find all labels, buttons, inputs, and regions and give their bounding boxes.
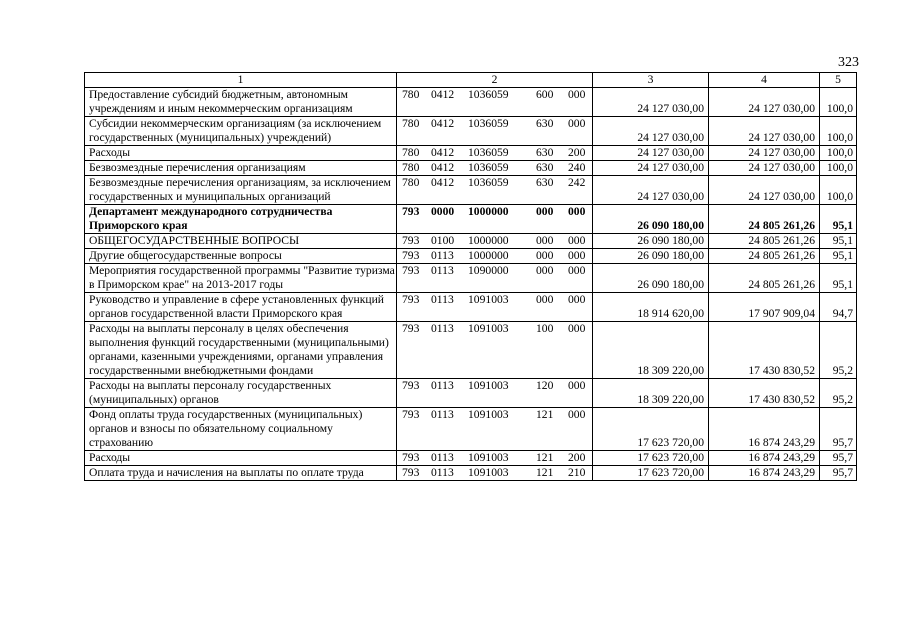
execution-percent: 95,7	[820, 408, 857, 451]
execution-percent: 95,1	[820, 249, 857, 264]
kosgu-code: 200	[568, 451, 586, 464]
ministry-code: 780	[402, 88, 420, 101]
execution-percent: 100,0	[820, 161, 857, 176]
row-codes	[397, 379, 593, 408]
table-row	[85, 264, 857, 293]
section-code: 0100	[431, 234, 455, 247]
kosgu-code: 200	[568, 146, 586, 159]
header-col-3: 3	[593, 73, 709, 88]
row-codes	[397, 146, 593, 161]
row-name: Департамент международного сотрудничества Приморского края	[85, 205, 397, 234]
ministry-code: 793	[402, 249, 420, 262]
row-name: Оплата труда и начисления на выплаты по оплате труда	[85, 466, 397, 481]
section-code: 0113	[431, 264, 454, 277]
expense-type-code: 000	[536, 249, 554, 262]
executed-amount: 24 127 030,00	[709, 88, 820, 117]
executed-amount: 17 430 830,52	[709, 322, 820, 379]
section-code: 0412	[431, 117, 455, 130]
section-code: 0113	[431, 451, 454, 464]
section-code: 0113	[431, 379, 454, 392]
table-row	[85, 146, 857, 161]
row-name: Мероприятия государственной программы "Развитие туризма в Приморском крае" на 2013-2017 годы	[85, 264, 397, 293]
planned-amount: 18 309 220,00	[593, 322, 709, 379]
kosgu-code: 000	[568, 293, 586, 306]
row-name: Расходы на выплаты персоналу в целях обеспечения выполнения функций государственными (муниципальными) органами, казенными учреждениями, органами управления государственными внебюджетными фондами	[85, 322, 397, 379]
table-row	[85, 205, 857, 234]
executed-amount: 24 805 261,26	[709, 264, 820, 293]
row-name: Расходы на выплаты персоналу государственных (муниципальных) органов	[85, 379, 397, 408]
executed-amount: 24 127 030,00	[709, 146, 820, 161]
executed-amount: 24 805 261,26	[709, 249, 820, 264]
execution-percent: 100,0	[820, 117, 857, 146]
expense-type-code: 000	[536, 205, 554, 218]
table-row	[85, 161, 857, 176]
section-code: 0412	[431, 146, 455, 159]
target-code: 1091003	[468, 466, 509, 479]
ministry-code: 793	[402, 264, 420, 277]
row-name: Руководство и управление в сфере установленных функций органов государственной власти Приморского края	[85, 293, 397, 322]
ministry-code: 780	[402, 161, 420, 174]
section-code: 0000	[431, 205, 455, 218]
ministry-code: 793	[402, 293, 420, 306]
target-code: 1036059	[468, 161, 509, 174]
row-name: Безвозмездные перечисления организациям	[85, 161, 397, 176]
row-codes	[397, 322, 593, 379]
ministry-code: 793	[402, 322, 420, 335]
row-codes	[397, 161, 593, 176]
target-code: 1091003	[468, 408, 509, 421]
executed-amount: 16 874 243,29	[709, 466, 820, 481]
expense-type-code: 000	[536, 293, 554, 306]
section-code: 0412	[431, 176, 455, 189]
executed-amount: 16 874 243,29	[709, 408, 820, 451]
target-code: 1000000	[468, 205, 509, 218]
ministry-code: 793	[402, 379, 420, 392]
row-name: Расходы	[85, 451, 397, 466]
planned-amount: 26 090 180,00	[593, 249, 709, 264]
ministry-code: 780	[402, 117, 420, 130]
row-codes	[397, 234, 593, 249]
target-code: 1090000	[468, 264, 509, 277]
expense-type-code: 121	[536, 451, 554, 464]
target-code: 1036059	[468, 88, 509, 101]
row-codes	[397, 408, 593, 451]
target-code: 1091003	[468, 322, 509, 335]
executed-amount: 17 430 830,52	[709, 379, 820, 408]
expense-type-code: 600	[536, 88, 554, 101]
planned-amount: 24 127 030,00	[593, 88, 709, 117]
table-row	[85, 466, 857, 481]
table-row	[85, 322, 857, 379]
header-col-4: 4	[709, 73, 820, 88]
execution-percent: 95,1	[820, 205, 857, 234]
kosgu-code: 242	[568, 176, 586, 189]
execution-percent: 95,1	[820, 234, 857, 249]
executed-amount: 24 805 261,26	[709, 205, 820, 234]
ministry-code: 780	[402, 176, 420, 189]
planned-amount: 24 127 030,00	[593, 161, 709, 176]
ministry-code: 793	[402, 466, 420, 479]
ministry-code: 780	[402, 146, 420, 159]
kosgu-code: 240	[568, 161, 586, 174]
kosgu-code: 000	[568, 117, 586, 130]
execution-percent: 94,7	[820, 293, 857, 322]
row-name: Предоставление субсидий бюджетным, автономным учреждениям и иным некоммерческим организациям	[85, 88, 397, 117]
planned-amount: 18 309 220,00	[593, 379, 709, 408]
header-col-2: 2	[397, 73, 593, 88]
expense-type-code: 121	[536, 466, 554, 479]
section-code: 0113	[431, 322, 454, 335]
kosgu-code: 000	[568, 408, 586, 421]
execution-percent: 95,2	[820, 379, 857, 408]
expense-type-code: 000	[536, 234, 554, 247]
target-code: 1036059	[468, 146, 509, 159]
section-code: 0113	[431, 249, 454, 262]
kosgu-code: 000	[568, 205, 586, 218]
planned-amount: 24 127 030,00	[593, 146, 709, 161]
table-row	[85, 293, 857, 322]
target-code: 1036059	[468, 117, 509, 130]
executed-amount: 17 907 909,04	[709, 293, 820, 322]
table-row	[85, 408, 857, 451]
header-col-5: 5	[820, 73, 857, 88]
header-row	[85, 73, 857, 88]
planned-amount: 26 090 180,00	[593, 264, 709, 293]
expense-type-code: 630	[536, 117, 554, 130]
target-code: 1036059	[468, 176, 509, 189]
execution-percent: 95,7	[820, 451, 857, 466]
table-row	[85, 379, 857, 408]
executed-amount: 24 127 030,00	[709, 176, 820, 205]
kosgu-code: 000	[568, 249, 586, 262]
row-codes	[397, 293, 593, 322]
table-row	[85, 176, 857, 205]
kosgu-code: 210	[568, 466, 586, 479]
table-row	[85, 117, 857, 146]
execution-percent: 100,0	[820, 88, 857, 117]
expense-type-code: 630	[536, 146, 554, 159]
expense-type-code: 630	[536, 176, 554, 189]
kosgu-code: 000	[568, 234, 586, 247]
section-code: 0113	[431, 408, 454, 421]
table-row	[85, 249, 857, 264]
row-name: ОБЩЕГОСУДАРСТВЕННЫЕ ВОПРОСЫ	[85, 234, 397, 249]
execution-percent: 100,0	[820, 146, 857, 161]
row-codes	[397, 88, 593, 117]
planned-amount: 17 623 720,00	[593, 451, 709, 466]
budget-table	[84, 72, 857, 481]
table-row	[85, 88, 857, 117]
table-row	[85, 234, 857, 249]
planned-amount: 17 623 720,00	[593, 466, 709, 481]
row-codes	[397, 176, 593, 205]
ministry-code: 793	[402, 408, 420, 421]
expense-type-code: 121	[536, 408, 554, 421]
planned-amount: 17 623 720,00	[593, 408, 709, 451]
row-name: Безвозмездные перечисления организациям, за исключением государственных и муниципальных организаций	[85, 176, 397, 205]
planned-amount: 24 127 030,00	[593, 117, 709, 146]
planned-amount: 18 914 620,00	[593, 293, 709, 322]
target-code: 1091003	[468, 379, 509, 392]
executed-amount: 24 127 030,00	[709, 117, 820, 146]
row-name: Субсидии некоммерческим организациям (за исключением государственных (муниципальных) учреждений)	[85, 117, 397, 146]
expense-type-code: 630	[536, 161, 554, 174]
section-code: 0412	[431, 161, 455, 174]
expense-type-code: 000	[536, 264, 554, 277]
kosgu-code: 000	[568, 379, 586, 392]
ministry-code: 793	[402, 451, 420, 464]
target-code: 1091003	[468, 293, 509, 306]
target-code: 1091003	[468, 451, 509, 464]
row-name: Расходы	[85, 146, 397, 161]
section-code: 0113	[431, 466, 454, 479]
executed-amount: 24 127 030,00	[709, 161, 820, 176]
execution-percent: 95,2	[820, 322, 857, 379]
row-codes	[397, 205, 593, 234]
row-codes	[397, 466, 593, 481]
page-number: 323	[838, 55, 859, 70]
executed-amount: 16 874 243,29	[709, 451, 820, 466]
planned-amount: 26 090 180,00	[593, 234, 709, 249]
planned-amount: 24 127 030,00	[593, 176, 709, 205]
target-code: 1000000	[468, 234, 509, 247]
expense-type-code: 120	[536, 379, 554, 392]
target-code: 1000000	[468, 249, 509, 262]
row-codes	[397, 451, 593, 466]
kosgu-code: 000	[568, 322, 586, 335]
row-name: Другие общегосударственные вопросы	[85, 249, 397, 264]
execution-percent: 100,0	[820, 176, 857, 205]
planned-amount: 26 090 180,00	[593, 205, 709, 234]
execution-percent: 95,7	[820, 466, 857, 481]
row-codes	[397, 249, 593, 264]
kosgu-code: 000	[568, 264, 586, 277]
executed-amount: 24 805 261,26	[709, 234, 820, 249]
section-code: 0412	[431, 88, 455, 101]
kosgu-code: 000	[568, 88, 586, 101]
row-name: Фонд оплаты труда государственных (муниципальных) органов и взносы по обязательному социальному страхованию	[85, 408, 397, 451]
expense-type-code: 100	[536, 322, 554, 335]
execution-percent: 95,1	[820, 264, 857, 293]
row-codes	[397, 264, 593, 293]
ministry-code: 793	[402, 205, 420, 218]
table-row	[85, 451, 857, 466]
section-code: 0113	[431, 293, 454, 306]
ministry-code: 793	[402, 234, 420, 247]
header-col-1: 1	[85, 73, 397, 88]
row-codes	[397, 117, 593, 146]
